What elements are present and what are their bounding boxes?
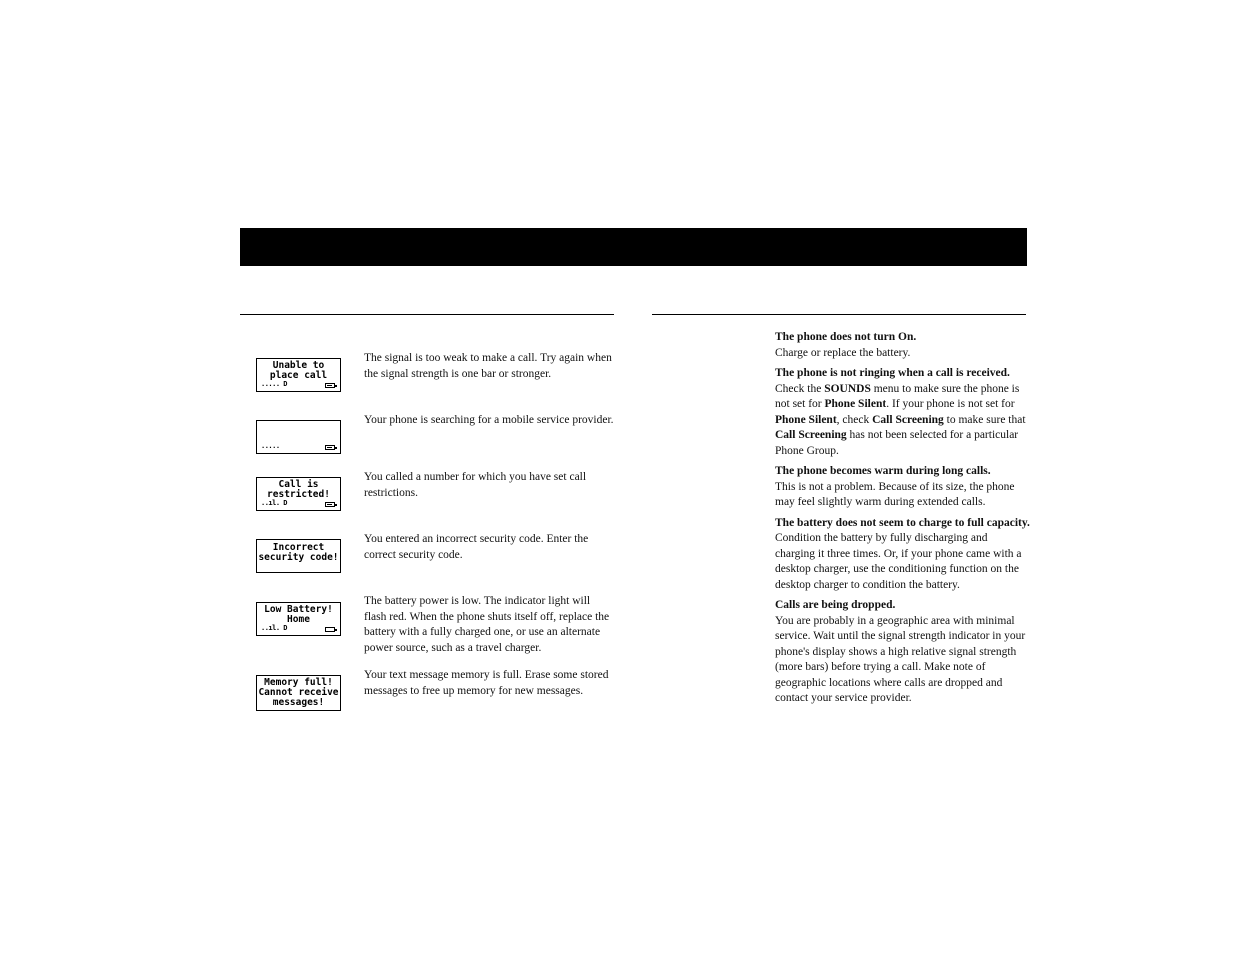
setting-name: Call Screening bbox=[872, 413, 944, 426]
message-description: Your text message memory is full. Erase some stored messages to free up memory for new messages. bbox=[364, 669, 609, 697]
answer-text: Check the bbox=[775, 382, 825, 395]
trouble-question: The phone becomes warm during long calls. bbox=[775, 465, 991, 477]
battery-empty-icon bbox=[325, 627, 335, 632]
lcd-text: Incorrect security code! bbox=[258, 542, 339, 563]
trouble-answer bbox=[775, 382, 1030, 460]
battery-icon bbox=[325, 383, 335, 388]
lcd-text: Call is restricted! bbox=[267, 479, 330, 500]
signal-strength-icon: ..... bbox=[261, 442, 280, 450]
battery-icon bbox=[325, 502, 335, 507]
battery-icon bbox=[325, 445, 335, 450]
menu-name: SOUNDS bbox=[824, 382, 871, 395]
trouble-question: Calls are being dropped. bbox=[775, 599, 896, 611]
lcd-display-call-restricted bbox=[256, 477, 341, 511]
answer-text: menu to make sure the phone is not set for bbox=[775, 382, 1020, 410]
troubleshooting-list bbox=[775, 330, 1030, 712]
signal-strength-icon: ..... D bbox=[261, 380, 288, 388]
message-description: You called a number for which you have set call restrictions. bbox=[364, 471, 587, 499]
signal-strength-icon: ..ıl. D bbox=[261, 499, 288, 507]
answer-text: has not been selected for a particular Phone Group. bbox=[775, 429, 1019, 457]
trouble-answer: Condition the battery by fully discharging and charging it three times. Or, if your phone came with a desktop charger, use the conditioning function on the desktop charger to condition the battery. bbox=[775, 532, 1022, 591]
setting-name: Phone Silent bbox=[824, 398, 887, 410]
message-description: You entered an incorrect security code. Enter the correct security code. bbox=[364, 533, 589, 561]
trouble-question: The phone does not turn On. bbox=[775, 331, 917, 343]
right-section-rule bbox=[652, 314, 1026, 315]
answer-text: to make sure that bbox=[943, 413, 1026, 426]
trouble-answer: This is not a problem. Because of its size, the phone may feel slightly warm during extended calls. bbox=[775, 480, 1015, 508]
answer-text: , check bbox=[836, 413, 873, 426]
setting-name: Call Screening bbox=[775, 429, 847, 441]
lcd-display-low-battery bbox=[256, 602, 341, 636]
lcd-display-incorrect-security-code bbox=[256, 539, 341, 573]
lcd-text: Low Battery! Home bbox=[264, 604, 333, 625]
setting-name: Phone Silent bbox=[775, 413, 837, 426]
message-description: Your phone is searching for a mobile service provider. bbox=[364, 414, 614, 426]
message-description: The battery power is low. The indicator light will flash red. When the phone shuts itself off, replace the battery with a fully charged one, or use an alternate power source, such as a travel charger. bbox=[364, 595, 610, 654]
message-description: The signal is too weak to make a call. Try again when the signal strength is one bar or stronger. bbox=[364, 352, 612, 380]
lcd-text: Unable to place call bbox=[269, 360, 328, 381]
trouble-question: The battery does not seem to charge to full capacity. bbox=[775, 516, 1030, 529]
answer-text: . If your phone is not set for bbox=[886, 398, 1015, 410]
lcd-display-searching bbox=[256, 420, 341, 454]
left-section-rule bbox=[240, 314, 614, 315]
trouble-answer: You are probably in a geographic area with minimal service. Wait until the signal strength indicator in your phone's display shows a high relative signal strength (more bars) before trying a call. Make note of geographic locations where calls are dropped and contact your service provider. bbox=[775, 614, 1026, 704]
lcd-display-memory-full bbox=[256, 675, 341, 711]
header-bar bbox=[240, 228, 1027, 266]
lcd-text: Memory full! Cannot receive messages! bbox=[258, 677, 339, 708]
signal-strength-icon: ..ıl. D bbox=[261, 624, 288, 632]
trouble-answer: Charge or replace the battery. bbox=[775, 346, 911, 359]
trouble-question: The phone is not ringing when a call is received. bbox=[775, 367, 1010, 379]
lcd-display-unable-to-place-call bbox=[256, 358, 341, 392]
